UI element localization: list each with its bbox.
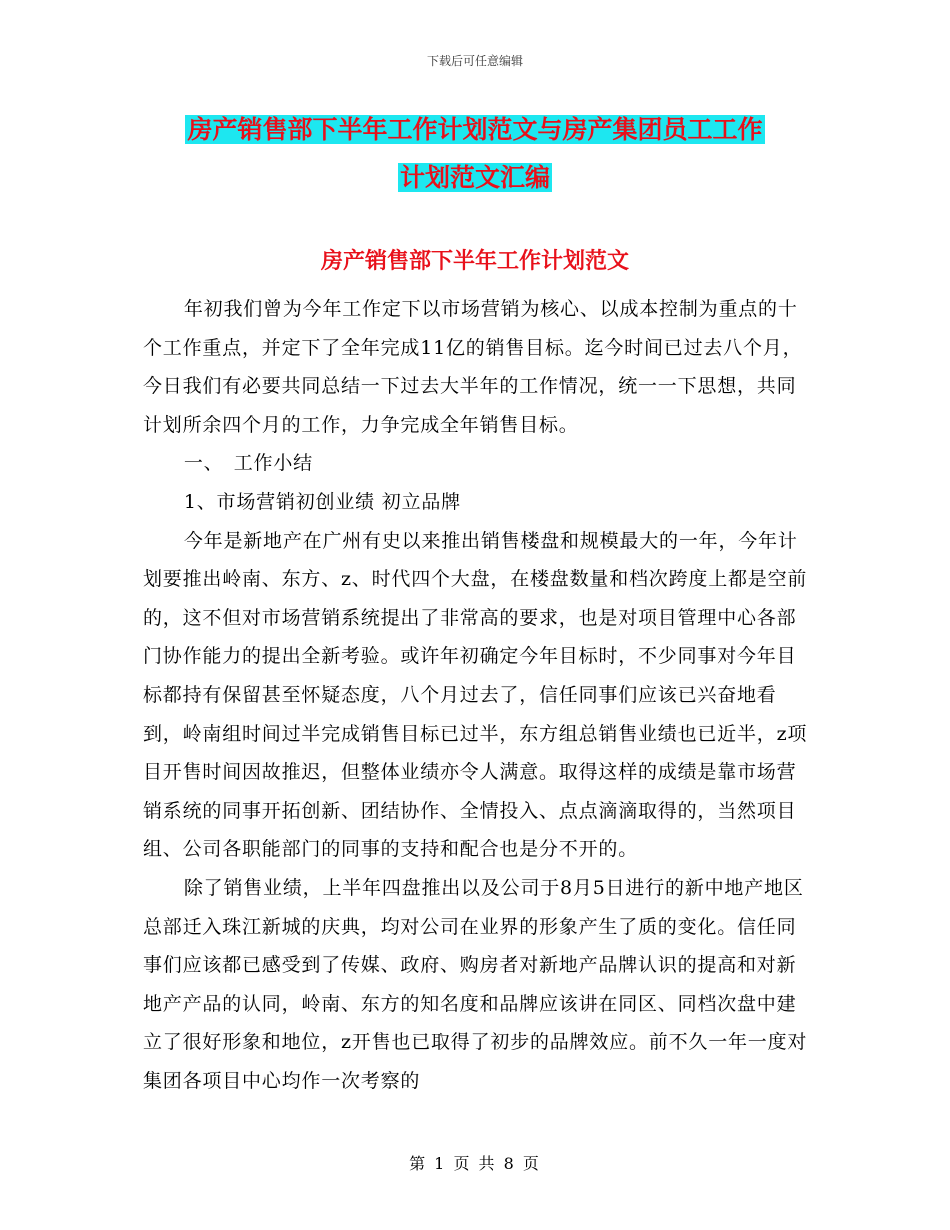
heading-work-summary: 一、 工作小结 bbox=[183, 452, 313, 475]
paragraph-sales: 今年是新地产在广州有史以来推出销售楼盘和规模最大的一年，今年计划要推出岭南、东方、z、时代四个大盘，在楼盘数量和档次跨度上都是空前的，这不但对市场营销系统提出了非常高的要求，也是对项目管理中心各部门协作能力的提出全新考验。或许年初确定今年目标时，不少同事对今年目标都持有保留甚至怀疑态度，八个月过去了，信任同事们应该已兴奋地看到，岭南组时间过半完成销售目标已过半，东方组总销售业绩也已近半，z项目开售时间因故推迟，但整体业绩亦令人满意。取得这样的成绩是靠市场营销系统的同事开拓创新、团结协作、全情投入、点点滴滴取得的，当然项目组、公司各职能部门的同事的支持和配合也是分不开的。 bbox=[143, 529, 808, 861]
body-text bbox=[143, 290, 808, 1100]
title-line-1: 房产销售部下半年工作计划范文与房产集团员工工作 bbox=[187, 115, 763, 144]
title-line-2: 计划范文汇编 bbox=[399, 163, 550, 192]
paragraph-brand: 除了销售业绩，上半年四盘推出以及公司于8月5日进行的新中地产地区总部迁入珠江新城的庆典，均对公司在业界的形象产生了质的变化。信任同事们应该都已感受到了传媒、政府、购房者对新地产品牌认识的提高和对新地产产品的认同，岭南、东方的知名度和品牌应该讲在同区、同档次盘中建立了很好形象和地位，z开售也已取得了初步的品牌效应。前不久一年一度对集团各项目中心均作一次考察的 bbox=[143, 876, 808, 1092]
document-title bbox=[0, 106, 950, 202]
header-note: 下载后可任意编辑 bbox=[426, 54, 523, 68]
section-title: 房产销售部下半年工作计划范文 bbox=[320, 249, 629, 274]
page-footer: 第 1 页 共 8 页 bbox=[409, 1154, 541, 1173]
subheading-marketing: 1、市场营销初创业绩 初立品牌 bbox=[183, 490, 461, 513]
paragraph-intro: 年初我们曾为今年工作定下以市场营销为核心、以成本控制为重点的十个工作重点，并定下了全年完成11亿的销售目标。迄今时间已过去八个月，今日我们有必要共同总结一下过去大半年的工作情况，统一一下思想，共同计划所余四个月的工作，力争完成全年销售目标。 bbox=[143, 298, 803, 436]
